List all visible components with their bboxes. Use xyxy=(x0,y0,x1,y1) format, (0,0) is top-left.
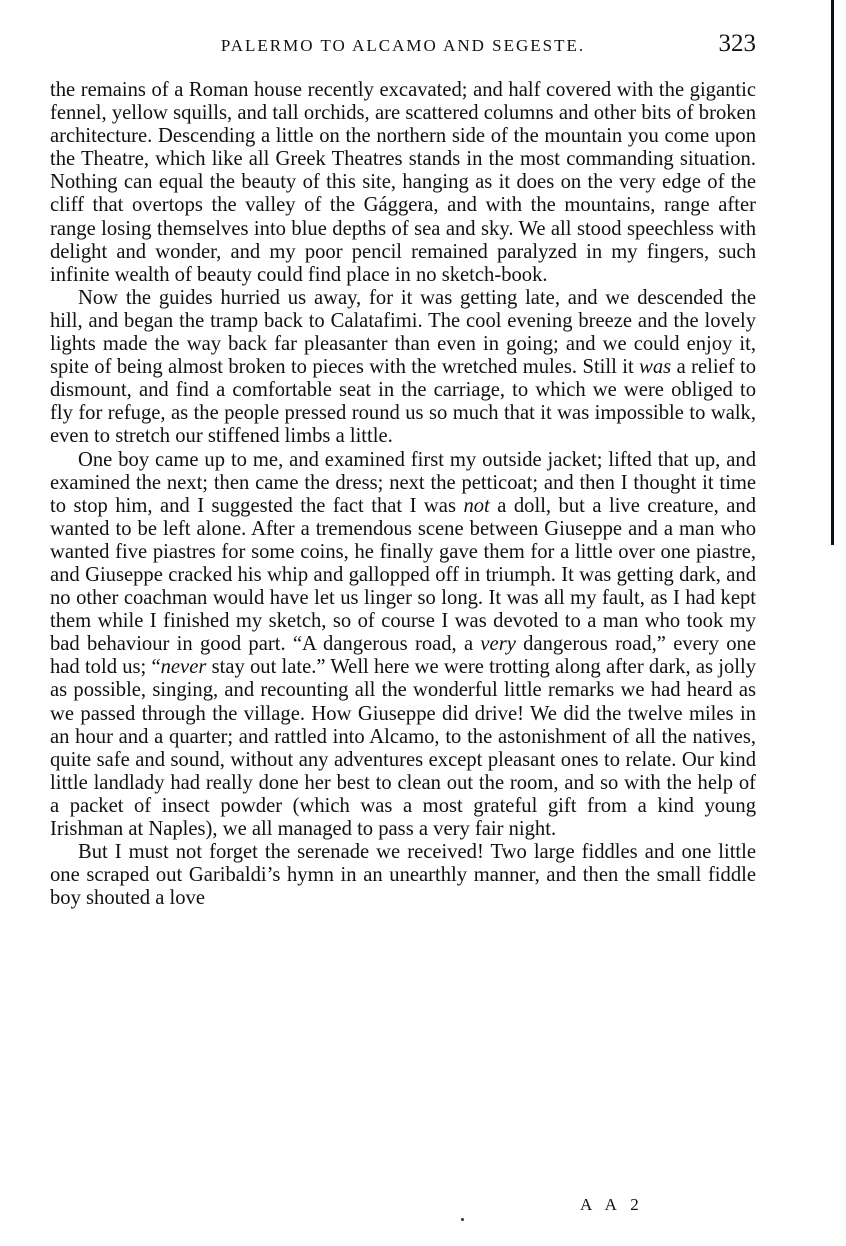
paragraph-3-part-b: a doll, but a live creature, and wanted to be left alone. After a tremendous scene between Giuseppe and a man who wanted five piastres for some coins, he finally gave them for a little over one piastre, and Giuseppe cracked his whip and gallopped off in triumph. It was getting dark, and no other coachman would have let us linger so long. It was all my fault, as I had kept them while I finished my sketch, so of course I was devoted to a man who took my bad behaviour in good part. “A dangerous road, a xyxy=(50,494,757,656)
scan-speck xyxy=(461,1218,464,1221)
paragraph-2-part-a: Now the guides hurried us away, for it was getting late, and we descended the hill, and began the tramp back to Calatafimi. The cool evening breeze and the lovely lights made the way back far pleasanter than even in going; and we could enjoy it, spite of being almost broken to pieces with the wretched mules. Still it xyxy=(50,286,756,379)
signature-mark: A A 2 xyxy=(580,1195,644,1214)
paragraph-3 xyxy=(50,449,756,842)
paragraph-2 xyxy=(50,287,756,449)
paragraph-3-emphasis-2: very xyxy=(480,633,516,656)
page-number: 323 xyxy=(718,30,756,57)
paragraph-2-part-b: a relief to dismount, and find a comfortable seat in the carriage, to which we were obliged to fly for refuge, as the people pressed round us so much that it was impossible to walk, even to stretch our stiffened limbs a little. xyxy=(50,356,756,448)
paragraph-3-emphasis-3: never xyxy=(160,656,207,679)
paragraph-3-part-c: dangerous road,” every one had told us; “ xyxy=(50,633,756,679)
paragraph-2-emphasis: was xyxy=(639,356,672,379)
running-title: PALERMO TO ALCAMO AND SEGESTE. xyxy=(220,36,586,55)
paragraph-4: But I must not forget the serenade we received! Two large fiddles and one little one scraped out Garibaldi’s hymn in an unearthly manner, and then the small fiddle boy shouted a love xyxy=(50,841,756,910)
paragraph-1: the remains of a Roman house recently excavated; and half covered with the gigantic fennel, yellow squills, and tall orchids, are scattered columns and other bits of broken architecture. Descending a little on the northern side of the mountain you come upon the Theatre, which like all Greek Theatres stands in the most commanding situation. Nothing can equal the beauty of this site, hanging as it does on the very edge of the cliff that overtops the valley of the Gággera, and with the mountains, range after range losing themselves into blue depths of sea and sky. We all stood speechless with delight and wonder, and my poor pencil remained paralyzed in my fingers, such infinite wealth of beauty could find place in no sketch-book. xyxy=(50,79,756,286)
paragraph-3-emphasis-1: not xyxy=(463,494,490,517)
paragraph-3-part-d: stay out late.” Well here we were trotting along after dark, as jolly as possible, singing, and recounting all the wonderful little remarks we had heard as we passed through the village. How Giuseppe did drive! We did the twelve miles in an hour and a quarter; and rattled into Alcamo, to the astonishment of all the natives, quite safe and sound, without any adventures except pleasant ones to relate. Our kind little landlady had really done her best to clean out the room, and so with the help of a packet of insect powder (which was a most grateful gift from a kind young Irishman at Naples), we all managed to pass a very fair night. xyxy=(50,656,756,840)
body-text xyxy=(50,79,756,910)
page-header xyxy=(50,30,756,64)
paragraph-3-part-a: One boy came up to me, and examined first my outside jacket; lifted that up, and examined the next; then came the dress; next the petticoat; and then I thought it time to stop him, and I suggested the fact that I was xyxy=(50,448,756,517)
scan-edge-line xyxy=(831,0,834,545)
book-page xyxy=(50,30,756,910)
